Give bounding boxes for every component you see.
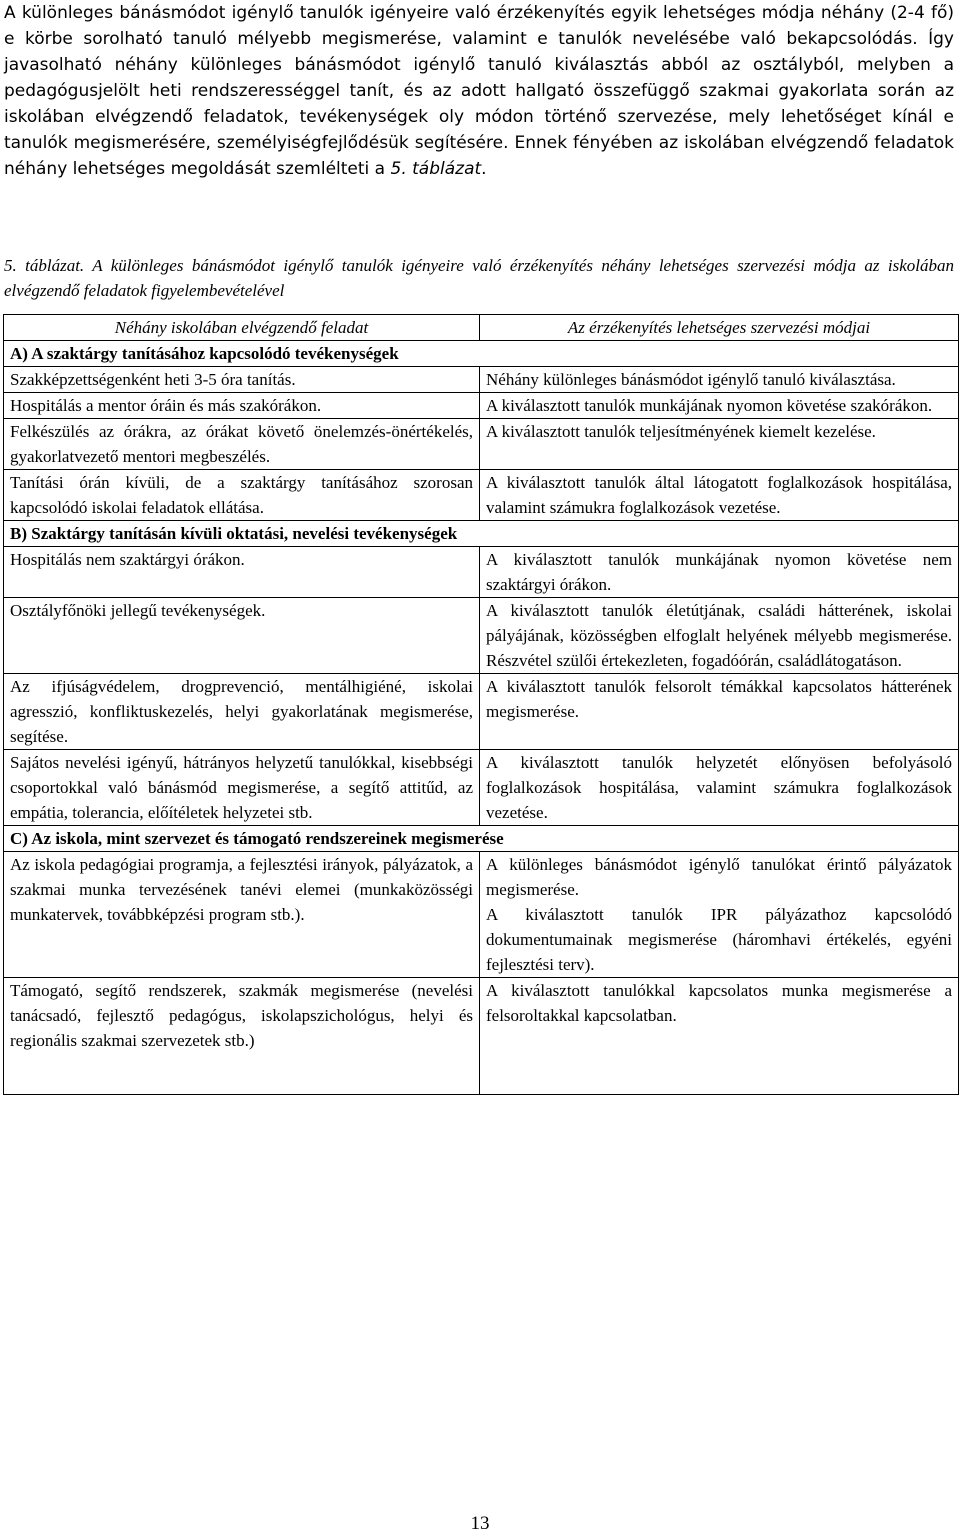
table-row: [4, 598, 959, 674]
task-cell: Szakképzettségenként heti 3-5 óra tanítás.: [4, 367, 480, 393]
task-cell: Hospitálás a mentor óráin és más szakórákon.: [4, 393, 480, 419]
task-cell: Tanítási órán kívüli, de a szaktárgy tanításához szorosan kapcsolódó iskolai feladatok ellátása.: [4, 470, 480, 521]
task-cell: Hospitálás nem szaktárgyi órákon.: [4, 547, 480, 598]
intro-table-reference: 5. táblázat: [390, 159, 482, 179]
method-cell: A kiválasztott tanulók által látogatott foglalkozások hospitálása, valamint számukra foglalkozások vezetése.: [480, 470, 959, 521]
task-cell: Az ifjúságvédelem, drogprevenció, mentálhigiéné, iskolai agresszió, konfliktuskezelés, helyi gyakorlatának megismerése, segítése.: [4, 674, 480, 750]
method-cell: A különleges bánásmódot igénylő tanulókat érintő pályázatok megismerése. A kiválasztott tanulók IPR pályázathoz kapcsolódó dokumentumainak megismerése (háromhavi értékelés, egyéni fejlesztési terv).: [480, 852, 959, 978]
section-title: C) Az iskola, mint szervezet és támogató rendszereinek megismerése: [4, 826, 959, 852]
header-tasks: Néhány iskolában elvégzendő feladat: [4, 315, 480, 341]
header-organization-methods: Az érzékenyítés lehetséges szervezési módjai: [480, 315, 959, 341]
task-cell: Sajátos nevelési igényű, hátrányos helyzetű tanulókkal, kisebbségi csoportokkal való bánásmód megismerése, a segítő attitűd, az empátia, tolerancia, előítéletek helyzetei stb.: [4, 750, 480, 826]
table-caption: [4, 253, 954, 303]
sensitization-table: [3, 314, 959, 1095]
section-row-b: [4, 521, 959, 547]
method-cell: Néhány különleges bánásmódot igénylő tanuló kiválasztása.: [480, 367, 959, 393]
page-number: 13: [470, 1513, 490, 1534]
table-row: [4, 750, 959, 826]
task-cell: Támogató, segítő rendszerek, szakmák megismerése (nevelési tanácsadó, fejlesztő pedagógus, iskolapszichológus, helyi és regionális szakmai szervezetek stb.): [4, 978, 480, 1095]
intro-text: A különleges bánásmódot igénylő tanulók igényeire való érzékenyítés egyik lehetséges módja néhány (2-4 fő) e körbe sorolható tanuló mélyebb megismerése, valamint e tanulók nevelésébe való bekapcsolódás. Így javasolható néhány különleges bánásmódot igénylő tanuló kiválasztás abból az osztályból, melyben a pedagógusjelölt heti rendszerességgel tanít, és az adott hallgató összefüggő szakmai gyakorlata során az iskolában elvégzendő feladatok, tevékenységek oly módon történő szervezése, mely lehetőséget kínál e tanulók megismerésére, személyiségfejlődésük segítésére. Ennek fényében az iskolában elvégzendő feladatok néhány lehetséges megoldását szemlélteti a: [4, 3, 954, 179]
table-row: [4, 547, 959, 598]
table-row: [4, 367, 959, 393]
method-cell: A kiválasztott tanulók helyzetét előnyösen befolyásoló foglalkozások hospitálása, valamint számukra foglalkozások vezetése.: [480, 750, 959, 826]
method-cell: A kiválasztott tanulók munkájának nyomon követése szakórákon.: [480, 393, 959, 419]
table-row: [4, 393, 959, 419]
task-cell: Az iskola pedagógiai programja, a fejlesztési irányok, pályázatok, a szakmai munka tervezésének tanévi elemei (munkaközösségi munkatervek, továbbképzési program stb.).: [4, 852, 480, 978]
section-row-c: [4, 826, 959, 852]
method-cell: A kiválasztott tanulók felsorolt témákkal kapcsolatos hátterének megismerése.: [480, 674, 959, 750]
section-title: B) Szaktárgy tanításán kívüli oktatási, nevelési tevékenységek: [4, 521, 959, 547]
task-cell: Osztályfőnöki jellegű tevékenységek.: [4, 598, 480, 674]
intro-paragraph: [4, 0, 954, 182]
method-cell: A kiválasztott tanulók életútjának, családi hátterének, iskolai pályájának, közösségben elfoglalt helyének mélyebb megismerése. Részvétel szülői értekezleten, fogadóórán, családlátogatáson.: [480, 598, 959, 674]
table-row: [4, 470, 959, 521]
section-row-a: [4, 341, 959, 367]
table-header-row: [4, 315, 959, 341]
method-cell: A kiválasztott tanulók munkájának nyomon követése nem szaktárgyi órákon.: [480, 547, 959, 598]
method-cell: A kiválasztott tanulókkal kapcsolatos munka megismerése a felsoroltakkal kapcsolatban.: [480, 978, 959, 1095]
intro-end: .: [481, 159, 487, 179]
table-caption-label: 5. táblázat.: [4, 256, 85, 275]
table-row: [4, 978, 959, 1095]
method-cell: A kiválasztott tanulók teljesítményének kiemelt kezelése.: [480, 419, 959, 470]
task-cell: Felkészülés az órákra, az órákat követő önelemzés-önértékelés, gyakorlatvezető mentori megbeszélés.: [4, 419, 480, 470]
table-row: [4, 674, 959, 750]
table-row: [4, 419, 959, 470]
table-caption-text: A különleges bánásmódot igénylő tanulók igényeire való érzékenyítés néhány lehetséges szervezési módja az iskolában elvégzendő feladatok figyelembevételével: [4, 256, 954, 300]
table-row: [4, 852, 959, 978]
section-title: A) A szaktárgy tanításához kapcsolódó tevékenységek: [4, 341, 959, 367]
